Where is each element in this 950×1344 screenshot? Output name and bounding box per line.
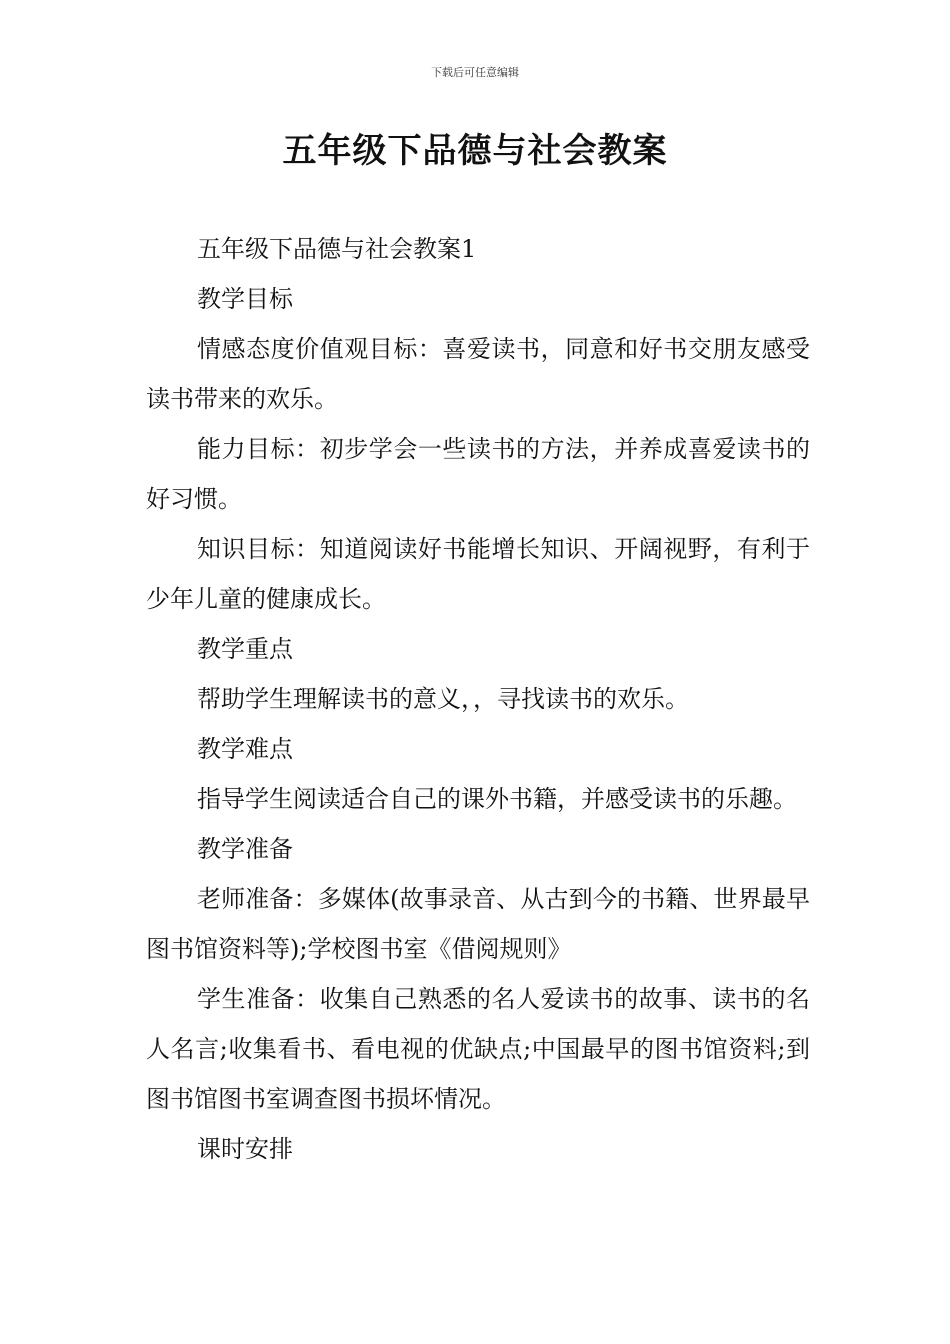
heading-preparation: 教学准备: [197, 835, 293, 863]
paragraph-student-preparation: 学生准备：收集自己熟悉的名人爱读书的故事、读书的名人名言;收集看书、看电视的优缺点;中国最早的图书馆资料;到图书馆图书室调查图书损坏情况。: [146, 985, 810, 1113]
document-title: 五年级下品德与社会教案: [282, 131, 668, 171]
document-body: [146, 224, 810, 1174]
paragraph-teacher-preparation: 老师准备：多媒体(故事录音、从古到今的书籍、世界最早图书馆资料等);学校图书室《借阅规则》: [146, 885, 810, 963]
section-title: 五年级下品德与社会教案1: [197, 235, 477, 263]
paragraph-key-points: 帮助学生理解读书的意义，，寻找读书的欢乐。: [197, 685, 689, 713]
heading-difficulties: 教学难点: [197, 735, 293, 763]
paragraph-knowledge-goal: 知识目标：知道阅读好书能增长知识、开阔视野，有利于少年儿童的健康成长。: [146, 535, 810, 613]
heading-key-points: 教学重点: [197, 635, 293, 663]
paragraph-ability-goal: 能力目标：初步学会一些读书的方法，并养成喜爱读书的好习惯。: [146, 435, 810, 513]
paragraph-difficulties: 指导学生阅读适合自己的课外书籍，并感受读书的乐趣。: [197, 785, 797, 813]
header-note: 下载后可任意编辑: [431, 66, 519, 79]
paragraph-emotion-goal: 情感态度价值观目标：喜爱读书，同意和好书交朋友感受读书带来的欢乐。: [146, 335, 810, 413]
heading-schedule: 课时安排: [197, 1135, 293, 1163]
heading-teaching-goals: 教学目标: [197, 285, 293, 313]
